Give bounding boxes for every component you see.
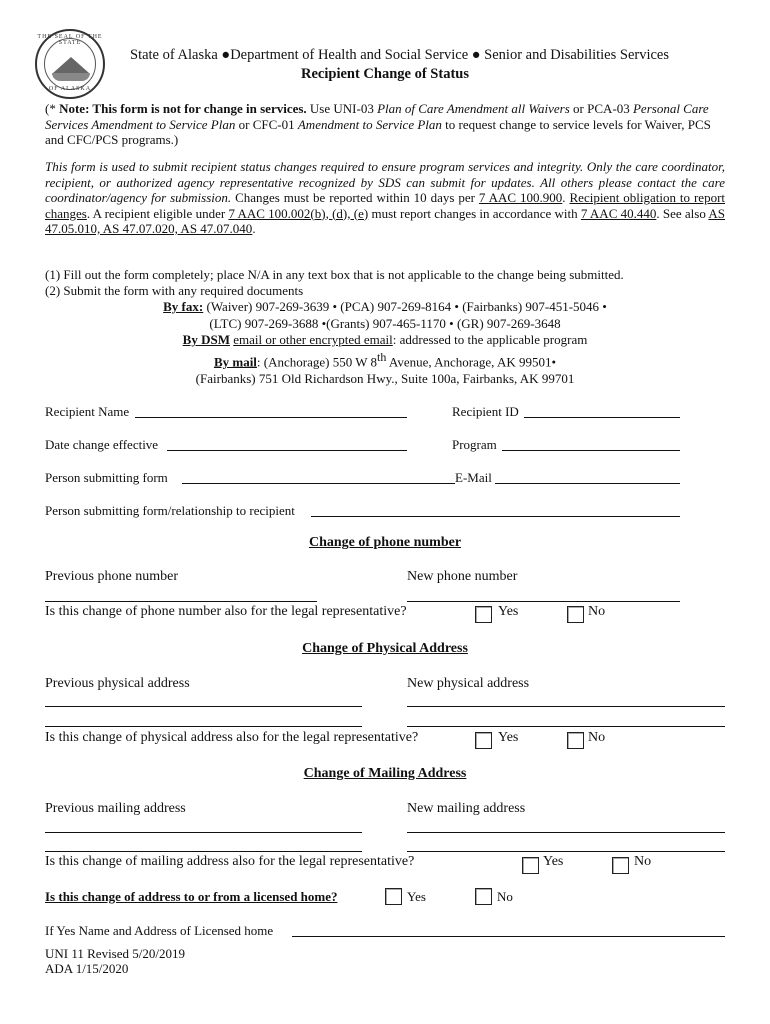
email-input[interactable]: [495, 483, 680, 484]
instruction-step-1: (1) Fill out the form completely; place N/A in any text box that is not applicable to the change being submitted.: [45, 267, 624, 282]
phone-yes-checkbox[interactable]: [475, 606, 492, 623]
previous-physical-input-2[interactable]: [45, 726, 362, 727]
bullet-icon: ●: [471, 47, 485, 63]
physical-yes-checkbox[interactable]: [475, 732, 492, 749]
dsm-line: [0, 332, 770, 348]
relationship-input[interactable]: [311, 516, 680, 517]
link-7aac-40-440[interactable]: 7 AAC 40.440: [580, 205, 657, 221]
physical-no-checkbox[interactable]: [567, 732, 584, 749]
note-text: to request change to service levels for Waiver, PCS and CFC/PCS programs.): [45, 116, 711, 147]
recipient-id-input[interactable]: [524, 417, 680, 418]
recipient-id-label: Recipient ID: [452, 404, 519, 419]
phone-legal-rep-question: Is this change of phone number also for the legal representative?: [45, 604, 407, 619]
previous-physical-input-1[interactable]: [45, 706, 362, 707]
new-phone-label: New phone number: [407, 569, 518, 584]
physical-no-label: No: [588, 730, 606, 745]
email-label: E-Mail: [455, 470, 492, 485]
mailing-legal-rep-question: Is this change of mailing address also for the legal representative?: [45, 854, 415, 869]
mailing-yes-checkbox[interactable]: [522, 857, 539, 874]
header-division: Senior and Disabilities Services: [484, 47, 670, 63]
date-change-label: Date change effective: [45, 437, 159, 452]
licensed-home-name-input[interactable]: [292, 936, 725, 937]
link-recipient-obligation[interactable]: Recipient obligation to report changes: [45, 190, 726, 221]
link-as-statutes[interactable]: AS 47.05.010, AS 47.07.020, AS 47.07.040: [45, 205, 726, 236]
licensed-no-checkbox[interactable]: [475, 888, 492, 905]
previous-mailing-input-2[interactable]: [45, 851, 362, 852]
fax-line-1: [0, 299, 770, 315]
mail-line-1: [0, 350, 770, 370]
note-paragraph: [45, 101, 725, 148]
note-open: (*: [45, 101, 60, 116]
phone-section-heading: Change of phone number: [308, 535, 462, 550]
note-form-uni03: Plan of Care Amendment all Waivers: [377, 101, 570, 116]
new-physical-input-2[interactable]: [407, 726, 725, 727]
link-7aac-100-900[interactable]: 7 AAC 100.900: [478, 190, 563, 205]
bullet-icon: ●: [221, 47, 231, 63]
new-physical-label: New physical address: [407, 676, 530, 691]
header-agencies: [130, 47, 669, 64]
mailing-section-heading: Change of Mailing Address: [303, 766, 467, 781]
fax-numbers: (Waiver) 907-269-3639 • (PCA) 907-269-8164 • (Fairbanks) 907-451-5046 •: [203, 299, 607, 314]
physical-section-heading: Change of Physical Address: [302, 641, 468, 656]
seal-top-text: THE SEAL OF THE STATE: [37, 34, 103, 46]
note-text: or CFC-01: [235, 116, 298, 132]
seal-bottom-text: OF ALASKA: [48, 86, 92, 92]
mail-anchorage-a: : (Anchorage) 550 W 8: [256, 354, 378, 370]
note-bold: Note: This form is not for change in services.: [59, 101, 307, 116]
mail-label: By mail: [213, 354, 257, 370]
program-input[interactable]: [502, 450, 680, 451]
licensed-no-label: No: [497, 889, 513, 904]
fax-label: By fax:: [163, 299, 204, 314]
purpose-text: .: [562, 190, 570, 205]
purpose-text: must report changes in accordance with: [368, 205, 581, 221]
new-mailing-input-2[interactable]: [407, 851, 725, 852]
person-submitting-input[interactable]: [182, 483, 455, 484]
phone-yes-label: Yes: [498, 604, 519, 619]
person-submitting-label: Person submitting form: [45, 470, 168, 485]
phone-no-label: No: [588, 604, 606, 619]
link-7aac-100-002[interactable]: 7 AAC 100.002(b), (d), (e): [228, 205, 369, 221]
licensed-yes-label: Yes: [407, 889, 426, 904]
purpose-text: .: [252, 221, 256, 236]
recipient-name-label: Recipient Name: [45, 404, 130, 419]
note-text: or PCA-03: [569, 101, 633, 116]
licensed-yes-checkbox[interactable]: [385, 888, 402, 905]
previous-mailing-label: Previous mailing address: [45, 801, 186, 816]
recipient-name-input[interactable]: [135, 417, 407, 418]
licensed-home-question: Is this change of address to or from a licensed home?: [45, 889, 338, 904]
previous-physical-label: Previous physical address: [45, 676, 190, 691]
relationship-label: Person submitting form/relationship to recipient: [45, 503, 295, 518]
physical-yes-label: Yes: [498, 730, 519, 745]
mailing-yes-label: Yes: [543, 854, 564, 869]
header-state: State of Alaska: [130, 47, 218, 63]
form-revision: UNI 11 Revised 5/20/2019: [45, 946, 185, 961]
previous-mailing-input-1[interactable]: [45, 832, 362, 833]
mailing-no-label: No: [634, 854, 652, 869]
instruction-step-2: (2) Submit the form with any required documents: [45, 283, 304, 298]
mail-line-2: (Fairbanks) 751 Old Richardson Hwy., Suite 100a, Fairbanks, AK 99701: [195, 371, 575, 386]
mail-superscript: th: [377, 350, 387, 364]
header-department: Department of Health and Social Service: [230, 47, 469, 63]
new-physical-input-1[interactable]: [407, 706, 725, 707]
note-form-pca03: Personal Care Services Amendment to Service Plan: [45, 101, 709, 132]
licensed-home-name-label: If Yes Name and Address of Licensed home: [45, 923, 274, 938]
program-label: Program: [452, 437, 497, 452]
purpose-text: . See also: [656, 205, 709, 221]
purpose-text: . A recipient eligible under: [86, 205, 229, 221]
fax-line-2: (LTC) 907-269-3688 •(Grants) 907-465-1170 • (GR) 907-269-3648: [209, 316, 561, 331]
phone-no-checkbox[interactable]: [567, 606, 584, 623]
ada-date: ADA 1/15/2020: [45, 961, 129, 976]
mail-anchorage-b: Avenue, Anchorage, AK 99501•: [386, 354, 557, 370]
new-phone-input[interactable]: [407, 601, 680, 602]
mailing-no-checkbox[interactable]: [612, 857, 629, 874]
purpose-paragraph: [45, 159, 725, 237]
state-seal-logo: [35, 29, 105, 99]
form-title: Recipient Change of Status: [301, 66, 469, 82]
physical-legal-rep-question: Is this change of physical address also for the legal representative?: [45, 730, 419, 745]
note-form-cfc01: Amendment to Service Plan: [297, 116, 442, 132]
purpose-italic: This form is used to submit recipient status changes required to ensure program services and integrity. Only the care coordinator, recipient, or authorized agency representative recognized by SDS can submit for updates. All others please contact the care coordinator/agency for submission.: [45, 159, 725, 205]
dsm-email-link[interactable]: email or other encrypted email: [233, 332, 393, 347]
dsm-rest: : addressed to the applicable program: [392, 332, 588, 347]
new-mailing-input-1[interactable]: [407, 832, 725, 833]
new-mailing-label: New mailing address: [407, 801, 526, 816]
previous-phone-input[interactable]: [45, 601, 317, 602]
date-change-input[interactable]: [167, 450, 407, 451]
dsm-label: By DSM: [182, 332, 230, 347]
note-text: Use UNI-03: [306, 101, 378, 116]
previous-phone-label: Previous phone number: [45, 569, 178, 584]
purpose-text: Changes must be reported within 10 days per: [231, 190, 479, 205]
